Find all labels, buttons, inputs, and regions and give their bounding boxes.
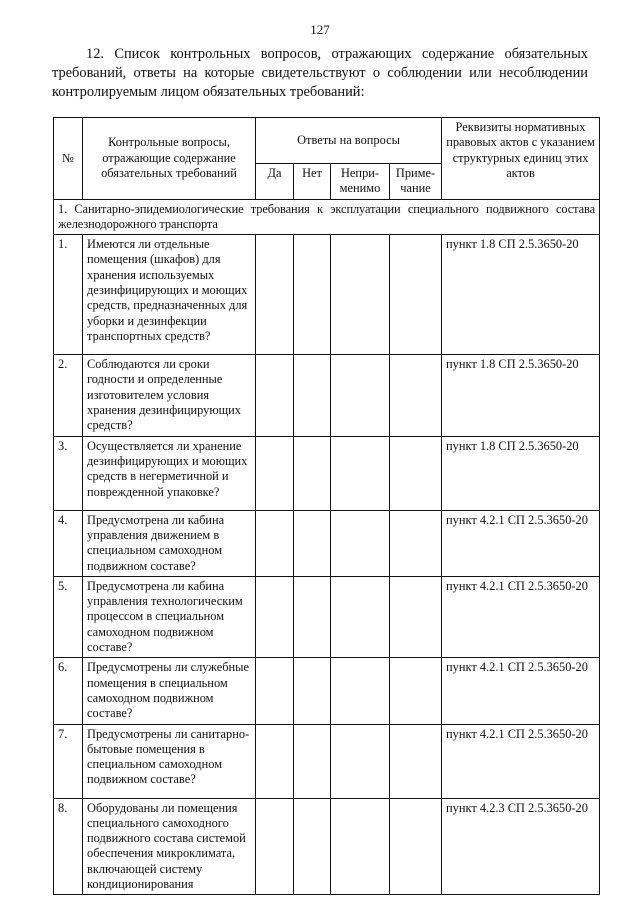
reference-text: пункт 4.2.1 СП 2.5.3650-20 bbox=[442, 510, 600, 576]
answer-not-applicable-cell[interactable] bbox=[331, 658, 390, 724]
answer-no-cell[interactable] bbox=[294, 355, 331, 436]
header-no: Нет bbox=[294, 164, 331, 200]
answer-no-cell[interactable] bbox=[294, 658, 331, 724]
header-number: № bbox=[54, 118, 83, 200]
header-references: Реквизиты нормативных правовых актов с указанием структурных единиц этих актов bbox=[442, 118, 600, 200]
note-cell[interactable] bbox=[390, 724, 442, 798]
row-number: 2. bbox=[54, 355, 83, 436]
note-cell[interactable] bbox=[390, 355, 442, 436]
answer-no-cell[interactable] bbox=[294, 798, 331, 895]
row-number: 6. bbox=[54, 658, 83, 724]
note-cell[interactable] bbox=[390, 798, 442, 895]
question-text: Оборудованы ли помещения специального самоходного подвижного состава системой обеспечения микроклимата, включающей систему кондиционирования bbox=[83, 798, 256, 895]
answer-not-applicable-cell[interactable] bbox=[331, 576, 390, 657]
answer-no-cell[interactable] bbox=[294, 576, 331, 657]
answer-yes-cell[interactable] bbox=[256, 724, 294, 798]
note-cell[interactable] bbox=[390, 510, 442, 576]
table-row bbox=[54, 235, 600, 355]
answer-no-cell[interactable] bbox=[294, 724, 331, 798]
question-text: Предусмотрены ли служебные помещения в специальном самоходном подвижном составе? bbox=[83, 658, 256, 724]
section-title: 1. Санитарно-эпидемиологические требования к эксплуатации специального подвижного состава железнодорожного транспорта bbox=[54, 199, 600, 235]
question-text: Предусмотрена ли кабина управления движением в специальном самоходном подвижном составе? bbox=[83, 510, 256, 576]
table-row bbox=[54, 658, 600, 724]
header-not-applicable: Непри-менимо bbox=[331, 164, 390, 200]
header-note: Приме-чание bbox=[390, 164, 442, 200]
table-row bbox=[54, 510, 600, 576]
list-heading: 12. Список контрольных вопросов, отражающих содержание обязательных требований, ответы на которые свидетельствуют о соблюдении или несоблюдении контролируемым лицом обязательных требований: bbox=[52, 46, 588, 100]
section-row bbox=[54, 199, 600, 235]
question-text: Соблюдаются ли сроки годности и определенные изготовителем условия хранения дезинфицирующих средств? bbox=[83, 355, 256, 436]
row-number: 8. bbox=[54, 798, 83, 895]
row-number: 3. bbox=[54, 436, 83, 510]
reference-text: пункт 4.2.1 СП 2.5.3650-20 bbox=[442, 658, 600, 724]
reference-text: пункт 4.2.1 СП 2.5.3650-20 bbox=[442, 576, 600, 657]
header-questions: Контрольные вопросы, отражающие содержание обязательных требований bbox=[83, 118, 256, 200]
question-text: Осуществляется ли хранение дезинфицирующих и моющих средств в негерметичной и поврежденной упаковке? bbox=[83, 436, 256, 510]
reference-text: пункт 4.2.1 СП 2.5.3650-20 bbox=[442, 724, 600, 798]
reference-text: пункт 4.2.3 СП 2.5.3650-20 bbox=[442, 798, 600, 895]
row-number: 4. bbox=[54, 510, 83, 576]
answer-yes-cell[interactable] bbox=[256, 576, 294, 657]
reference-text: пункт 1.8 СП 2.5.3650-20 bbox=[442, 436, 600, 510]
checklist-table bbox=[53, 117, 600, 895]
table-row bbox=[54, 436, 600, 510]
answer-not-applicable-cell[interactable] bbox=[331, 355, 390, 436]
reference-text: пункт 1.8 СП 2.5.3650-20 bbox=[442, 355, 600, 436]
answer-yes-cell[interactable] bbox=[256, 510, 294, 576]
question-text: Предусмотрены ли санитарно-бытовые помещения в специальном самоходном подвижном составе? bbox=[83, 724, 256, 798]
header-answers: Ответы на вопросы bbox=[256, 118, 442, 164]
note-cell[interactable] bbox=[390, 235, 442, 355]
table-row bbox=[54, 724, 600, 798]
row-number: 1. bbox=[54, 235, 83, 355]
answer-not-applicable-cell[interactable] bbox=[331, 436, 390, 510]
answer-no-cell[interactable] bbox=[294, 436, 331, 510]
answer-not-applicable-cell[interactable] bbox=[331, 724, 390, 798]
header-yes: Да bbox=[256, 164, 294, 200]
header-row bbox=[54, 118, 600, 164]
answer-no-cell[interactable] bbox=[294, 510, 331, 576]
question-text: Имеются ли отдельные помещения (шкафов) для хранения используемых дезинфицирующих и моющих средств, предназначенных для уборки и дезинфекции транспортных средств? bbox=[83, 235, 256, 355]
reference-text: пункт 1.8 СП 2.5.3650-20 bbox=[442, 235, 600, 355]
note-cell[interactable] bbox=[390, 576, 442, 657]
row-number: 5. bbox=[54, 576, 83, 657]
answer-yes-cell[interactable] bbox=[256, 798, 294, 895]
table-row bbox=[54, 798, 600, 895]
answer-yes-cell[interactable] bbox=[256, 658, 294, 724]
table-row bbox=[54, 355, 600, 436]
page-number: 127 bbox=[310, 22, 330, 37]
answer-not-applicable-cell[interactable] bbox=[331, 510, 390, 576]
note-cell[interactable] bbox=[390, 658, 442, 724]
table-row bbox=[54, 576, 600, 657]
answer-yes-cell[interactable] bbox=[256, 235, 294, 355]
note-cell[interactable] bbox=[390, 436, 442, 510]
row-number: 7. bbox=[54, 724, 83, 798]
answer-yes-cell[interactable] bbox=[256, 436, 294, 510]
answer-no-cell[interactable] bbox=[294, 235, 331, 355]
question-text: Предусмотрена ли кабина управления технологическим процессом в специальном самоходном подвижном составе? bbox=[83, 576, 256, 657]
answer-not-applicable-cell[interactable] bbox=[331, 235, 390, 355]
answer-not-applicable-cell[interactable] bbox=[331, 798, 390, 895]
answer-yes-cell[interactable] bbox=[256, 355, 294, 436]
